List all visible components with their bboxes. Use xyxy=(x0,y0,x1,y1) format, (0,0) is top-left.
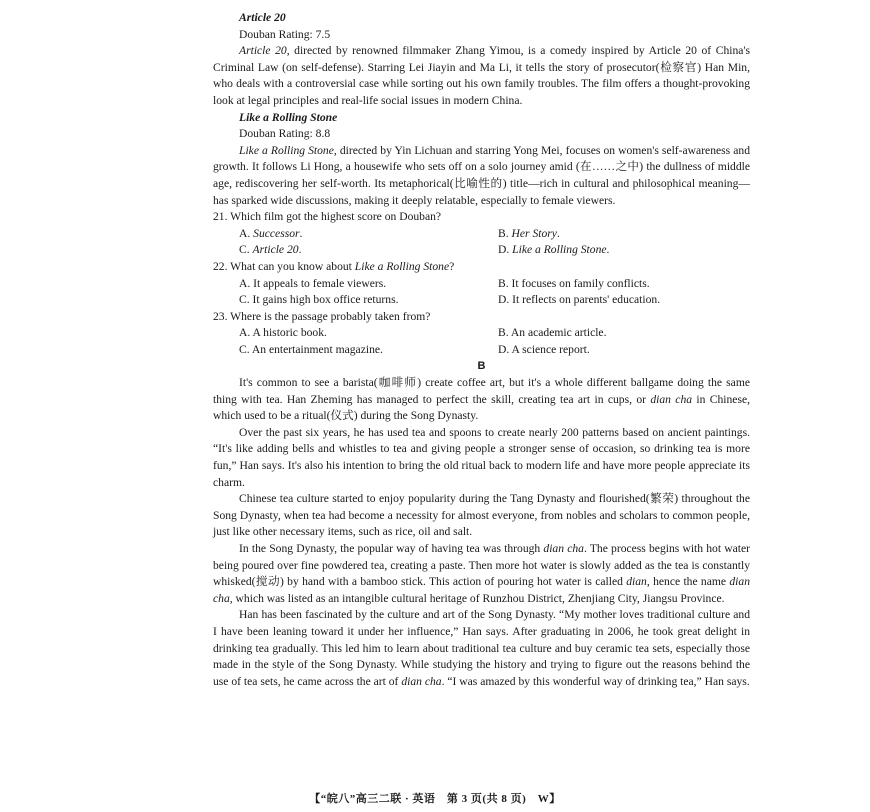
option-a: A. A historic book. xyxy=(239,326,327,340)
paragraph-rolling-stone xyxy=(213,143,750,209)
question-22: 22. What can you know about Like a Rolling Stone? xyxy=(213,259,455,273)
passage-b-paragraph-4: In the Song Dynasty, the popular way of having tea was through dian cha. The process begins with hot water being poured over fine powdered tea, creating a paste. Then more hot water is slowly added as the tea is constantly whisked(搅动) by hand with a bamboo stick. This action of pouring hot water is called dian, hence the name dian cha, which was listed as an intangible cultural heritage of Runzhou District, Zhenjiang City, Jiangsu Province. xyxy=(213,542,750,605)
option-b: B. An academic article. xyxy=(498,326,607,340)
paragraph-text: , directed by Yin Lichuan and starring Yong Mei, focuses on women's self-awareness and growth. It follows Li Hong, a housewife who sets off on a solo journey amid (在……之中) the dullness of middle age, rediscovering her self-worth. Its metaphorical(比喻性的) title—rich in cultural and philosophical meaning—has sparked wide discussions, making it deeply relatable, especially to female viewers. xyxy=(213,143,750,207)
question-21: 21. Which film got the highest score on Douban? xyxy=(213,210,442,224)
film-name: Like a Rolling Stone xyxy=(239,143,334,157)
option-c: C. An entertainment magazine. xyxy=(239,342,383,356)
option-b: B. Her Story. xyxy=(498,226,560,240)
option-d: D. A science report. xyxy=(498,342,590,356)
question-22-options xyxy=(213,276,750,309)
option-b: B. It focuses on family conflicts. xyxy=(498,276,650,290)
option-d: D. Like a Rolling Stone. xyxy=(498,243,610,257)
passage-b-paragraph-2: Over the past six years, he has used tea and spoons to create nearly 200 patterns based on ancient paintings. “It's like adding bells and whistles to tea and giving people a stronger sense of occasion, so drinking tea is more fun,” Han says. It's also his intention to bring the old ritual back to modern life and have more people appreciate its charm. xyxy=(213,425,750,489)
passage-b-paragraph-5: Han has been fascinated by the culture and art of the Song Dynasty. “My mother loves traditional culture and I have been leaning toward it under her influence,” Han says. After graduating in 2006, he took great delight in drinking tea gradually. This led him to learn about traditional tea culture and buy ceramic tea sets, especially those made in the style of the Song Dynasty. While studying the history and trying to figure out the reasons behind the use of tea sets, he came across the art of dian cha. “I was amazed by this wonderful way of drinking tea,” Han says. xyxy=(213,608,750,688)
option-d: D. It reflects on parents' education. xyxy=(498,293,661,307)
question-21-options xyxy=(213,226,750,259)
passage-b-paragraph-1: It's common to see a barista(咖啡师) create coffee art, but it's a whole different ballgame doing the same thing with tea. Han Zheming has managed to perfect the skill, creating tea art in cups, or dian cha in Chinese, which used to be a ritual(仪式) during the Song Dynasty. xyxy=(213,376,751,423)
option-c: C. Article 20. xyxy=(239,243,302,257)
question-23-options xyxy=(213,325,750,358)
section-heading-b: B xyxy=(477,360,486,373)
rating-rolling-stone: Douban Rating: 8.8 xyxy=(239,127,331,141)
option-c: C. It gains high box office returns. xyxy=(239,293,399,307)
paragraph-article-20 xyxy=(213,43,750,109)
page-footer: 【“皖八”高三二联 · 英语 第 3 页(共 8 页) W】 xyxy=(309,793,561,805)
film-name: Article 20 xyxy=(239,44,287,58)
passage-b-paragraph-3: Chinese tea culture started to enjoy popularity during the Tang Dynasty and flourished(繁荣) throughout the Song Dynasty, when tea had become a necessity for almost everyone, from nobles and scholars to common people, just like other necessary items, such as rice, oil and salt. xyxy=(213,492,750,539)
paragraph-text: , directed by renowned filmmaker Zhang Yimou, is a comedy inspired by Article 20 of China's Criminal Law (on self-defense). Starring Lei Jiayin and Ma Li, it tells the story of prosecutor(检察官) Han Min, who deals with a controversial case while sorting out his own family troubles. The film offers a thought-provoking look at legal principles and real-life social issues in modern China. xyxy=(213,44,751,107)
rating-article-20: Douban Rating: 7.5 xyxy=(239,27,331,41)
film-title-rolling-stone: Like a Rolling Stone xyxy=(239,110,338,124)
option-a: A. It appeals to female viewers. xyxy=(239,276,387,290)
film-title-article-20: Article 20 xyxy=(239,11,286,24)
question-23: 23. Where is the passage probably taken from? xyxy=(213,309,431,323)
option-a: A. Successor. xyxy=(239,226,303,240)
exam-page xyxy=(213,10,750,690)
